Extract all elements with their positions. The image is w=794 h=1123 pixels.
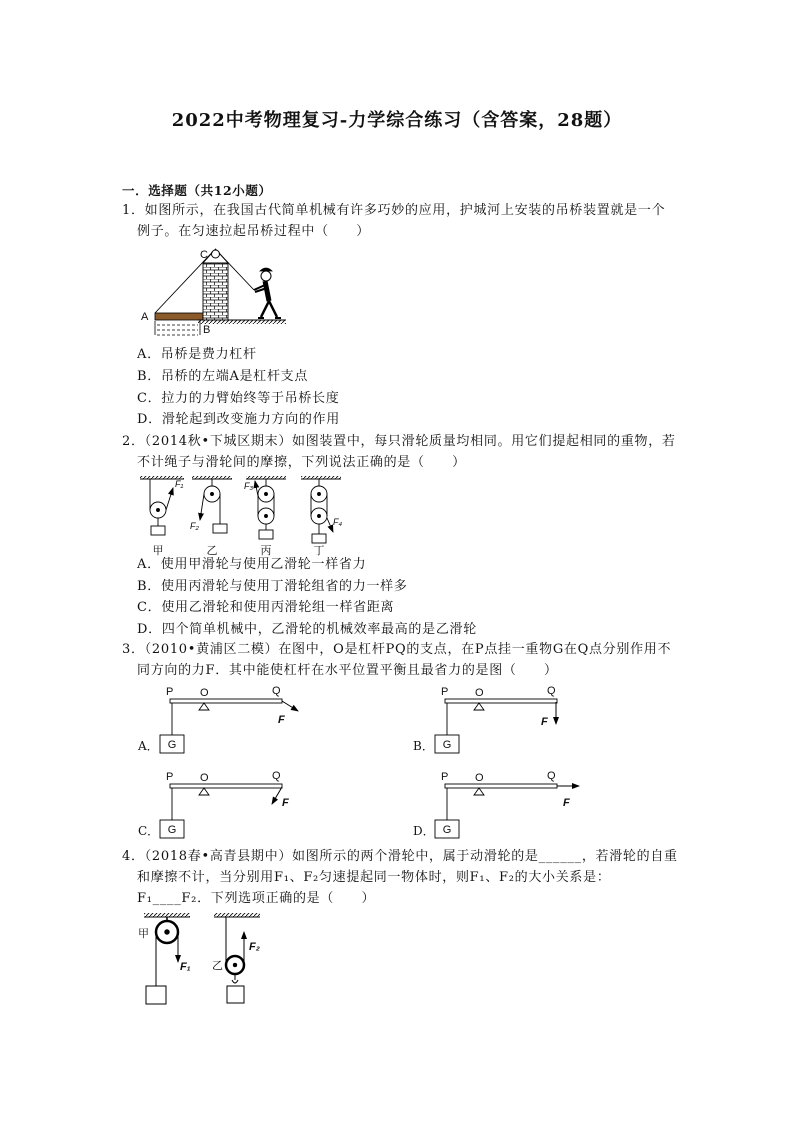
label-point-a: A [141,311,149,323]
question-2-text-line-2: 不计绳子与滑轮间的摩擦，下列说法正确的是（ ） [137,455,466,470]
label-point-c: C [200,249,208,261]
label-p: P [166,686,174,698]
lever-bar [170,784,282,788]
pulley-jia-fixed [144,913,190,1004]
page-title: 2022中考物理复习-力学综合练习（含答案，28题） [171,110,623,131]
question-1-option-b: B．吊桥的左端A是杠杆支点 [137,369,309,384]
brick-tower [203,263,228,320]
figure-option-letter-c: C． [138,824,160,838]
label-q: Q [547,770,556,782]
question-4-text-line-1: 4．（2018春•高青县期中）如图所示的两个滑轮中，属于动滑轮的是______，若滑轮的自重 [122,849,678,864]
figure-option-letter-b: B． [413,739,434,753]
question-3-text-line-2: 同方向的力F．其中能使杠杆在水平位置平衡且最省力的是图（ ） [137,663,558,678]
label-force-f2: F₂ [249,941,260,953]
lever-bar [170,699,282,703]
fulcrum-triangle [199,788,209,795]
question-2-option-d: D．四个简单机械中，乙滑轮的机械效率最高的是乙滑轮 [137,622,477,637]
label-jia: 甲 [152,545,164,557]
question-2-option-c: C．使用乙滑轮和使用丙滑轮组一样省距离 [137,600,395,615]
question-2-option-a: A．使用甲滑轮与使用乙滑轮一样省力 [137,557,367,572]
question-1-option-d: D．滑轮起到改变施力方向的作用 [137,412,340,427]
label-g: G [442,739,452,751]
label-o: O [475,772,484,784]
label-force-f2: F₂ [190,521,199,531]
figure-option-letter-d: D． [413,824,435,838]
lever-diagram-c [138,768,313,843]
bridge-plank [155,313,203,320]
lever-diagram-a [138,683,313,758]
figure-option-letter-a: A． [138,739,159,753]
lever-bar [445,699,557,703]
pulley-setup-ding [301,476,341,543]
question-4-text-line-2: 和摩擦不计，当分别用F₁、F₂匀速提起同一物体时，则F₁、F₂的大小关系是： [137,870,611,885]
ground-hatch [198,320,286,324]
pulley-wheel [212,250,220,258]
label-f: F [282,797,289,809]
label-point-b: B [203,324,211,336]
label-p: P [441,771,449,783]
label-g: G [442,824,452,836]
lever-bar [445,784,557,788]
question-1-text-line-1: 1．如图所示，在我国古代简单机械有许多巧妙的应用，护城河上安装的吊桥装置就是一个 [122,203,666,218]
label-q: Q [272,770,281,782]
label-ding: 丁 [313,545,325,557]
lever-diagram-b [413,683,588,758]
label-q: Q [272,685,281,697]
force-arrow [272,787,282,804]
question-2-text-line-1: 2．（2014秋•下城区期末）如图装置中，每只滑轮质量均相同。用它们提起相同的重物，若 [122,434,676,449]
label-p: P [166,771,174,783]
pulley-setups-diagram [136,474,348,560]
label-yi: 乙 [212,960,223,972]
label-p: P [441,686,449,698]
question-4-text-line-3: F₁____F₂．下列选项正确的是（ ） [137,891,376,906]
question-3-text-line-1: 3．（2010•黄浦区二模）在图中，O是杠杆PQ的支点，在P点挂一重物G在Q点分别作用不 [122,642,672,657]
drawbridge-diagram [138,243,293,339]
question-2-option-b: B．使用丙滑轮与使用丁滑轮组省的力一样多 [137,579,408,594]
question-1-text-line-2: 例子。在匀速拉起吊桥过程中（ ） [137,224,370,239]
label-force-f3: F₃ [244,481,254,491]
label-force-f1: F₁ [175,479,184,489]
question-1-option-c: C．拉力的力臂始终等于吊桥长度 [137,391,340,406]
label-o: O [200,772,209,784]
label-yi: 乙 [206,545,218,557]
label-g: G [167,739,177,751]
moat-water [155,321,200,335]
label-f: F [563,797,570,809]
label-f: F [278,714,285,726]
fulcrum-triangle [474,703,484,710]
pulley-yi-movable [214,913,260,1003]
label-q: Q [547,685,556,697]
question-1-option-a: A．吊桥是费力杠杆 [137,347,257,362]
fixed-and-movable-pulley-diagram [138,908,278,1008]
label-force-f1: F₁ [180,961,191,973]
label-g: G [167,824,177,836]
fulcrum-triangle [199,703,209,710]
label-f: F [541,716,548,728]
label-force-f4: F₄ [333,517,343,527]
label-jia: 甲 [138,928,149,940]
section-heading: 一．选择题（共12小题） [122,183,272,198]
lever-diagram-d [413,768,588,843]
label-o: O [475,687,484,699]
label-bing: 丙 [260,545,272,557]
label-o: O [200,687,209,699]
fulcrum-triangle [474,788,484,795]
force-arrow [282,701,298,711]
person-pulling-rope [254,268,281,318]
